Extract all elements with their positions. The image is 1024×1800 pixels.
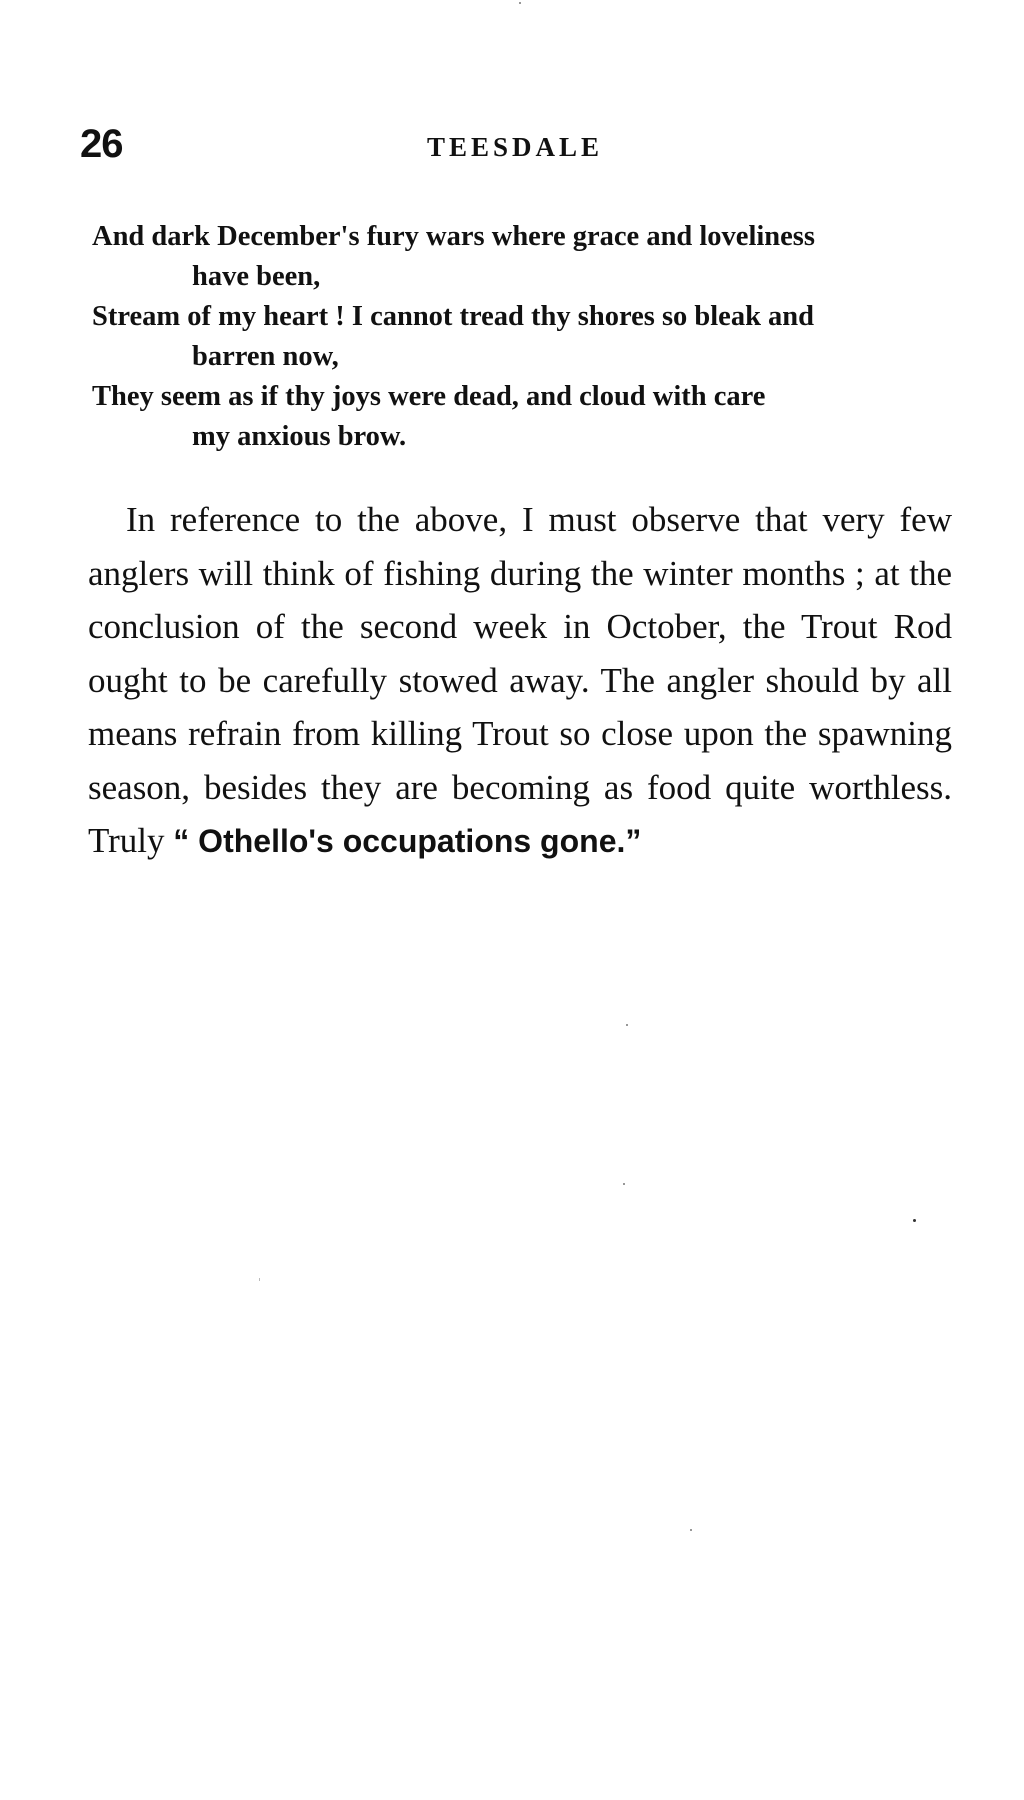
verse-block: [92, 217, 952, 457]
verse-line-turnover: have been,: [192, 261, 321, 292]
verse-line-turnover: barren now,: [192, 341, 339, 372]
body-paragraph: [88, 493, 952, 869]
verse-line-text: And dark December's fury wars where grace and loveliness: [92, 221, 815, 252]
paper-speck: [623, 1183, 625, 1185]
verse-line: [92, 297, 952, 377]
verse-line: [92, 377, 952, 457]
page-number: 26: [80, 122, 123, 166]
paragraph-text: In reference to the above, I must observe that very few anglers will think of fishing during the winter months ; at the conclusion of the second week in October, the Trout Rod ought to be carefully stowed away. The angler should by all means refrain from killing Trout so close upon the spawning season, besides they are becoming as food quite worthless. Truly: [88, 500, 952, 860]
paper-speck: [913, 1219, 916, 1222]
verse-line-turnover: my anxious brow.: [192, 421, 407, 452]
verse-line: [92, 217, 952, 297]
verse-line-text: Stream of my heart ! I cannot tread thy shores so bleak and: [92, 301, 815, 332]
verse-line-text: They seem as if thy joys were dead, and cloud with care: [92, 381, 766, 412]
paper-speck: [690, 1529, 692, 1531]
paper-speck: [259, 1278, 260, 1281]
paper-speck: [626, 1024, 628, 1026]
page-header: [80, 122, 950, 170]
running-head: TEESDALE: [426, 132, 604, 162]
paragraph-quote: “ Othello's occupations gone.”: [173, 823, 642, 859]
paper-speck: [519, 2, 521, 4]
